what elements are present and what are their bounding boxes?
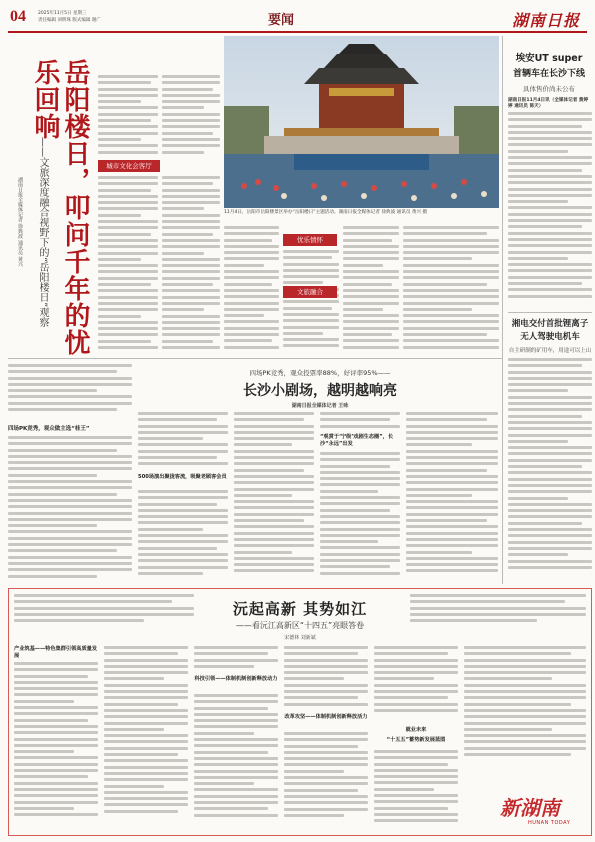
middle-body-col1: [8, 436, 132, 584]
bottom-intro-right: [410, 594, 586, 630]
middle-body-col4a: [320, 412, 400, 432]
middle-kicker: 四场PK竞秀，观众投票率88%，好评率95%——: [249, 369, 391, 377]
right-story2-rule: [508, 312, 592, 313]
page-editors: 责任编辑 刘明珠 版式编辑 谢广: [38, 18, 101, 23]
bottom-sub-1: 产业筑基——特色集群引领高质量发展: [14, 646, 98, 659]
middle-sub-1: 四场PK竞秀，观众做主选“桂王”: [8, 426, 90, 432]
right-story-deck: 具体售价尚未公布: [523, 85, 575, 93]
right-story-byline: 湖南日报11月4日讯（全媒体记者 黄婷婷 通讯员 陈天）: [508, 98, 589, 109]
right-story2-body: [508, 358, 592, 584]
bottom-body-col1: [14, 662, 98, 830]
subheading-worries-joys: 忧乐情怀: [283, 234, 337, 246]
main-body-col6: [403, 226, 499, 356]
middle-intro: [8, 364, 132, 419]
main-body-col3: [224, 226, 279, 356]
right-story-body: [508, 112, 592, 312]
main-byline: 湖南日报全媒体记者 徐典波 通讯员 黄兴: [17, 177, 23, 267]
issue-date: 2025年11月5日 星期三: [38, 11, 87, 16]
bottom-body-col4: [284, 732, 368, 830]
middle-body-col4: [320, 452, 400, 584]
bottom-body-col6: [464, 646, 586, 766]
newspaper-logo: 湖南日报: [512, 11, 581, 30]
right-story-title: 首辆车在长沙下线: [512, 69, 585, 79]
bottom-body-col5: [374, 750, 458, 830]
bottom-sub-3: 改革攻坚——体制机制创新释放活力: [284, 714, 368, 720]
bottom-subhead: ——看沅江高新区“十四五”亮眼答卷: [235, 621, 365, 630]
xinhunan-watermark-sub: HUNAN TODAY: [528, 820, 571, 826]
page-number: 04: [10, 8, 26, 25]
middle-story-rule: [8, 358, 502, 359]
bottom-body-col3: [194, 694, 278, 830]
middle-body-col3: [234, 412, 314, 584]
right-story2-title: 湘电交付首批锂离子无人驾驶电机车: [511, 319, 589, 342]
main-body-col1b: [98, 176, 158, 356]
column-divider: [502, 36, 503, 584]
bottom-intro: [14, 594, 194, 630]
bottom-sub-2: 科技引领——体制机制创新释放动力: [194, 676, 278, 682]
bottom-body-col3a: [194, 646, 278, 674]
header-rule: [8, 31, 587, 33]
main-body-col5: [343, 226, 399, 356]
middle-body-col2: [138, 412, 228, 472]
main-headline: 岳阳楼日，叩问千年的忧乐回响: [30, 59, 90, 356]
bottom-sub-5: 就业未来: [405, 727, 427, 733]
middle-byline: 湖南日报全媒体记者 王咏: [291, 403, 349, 409]
bottom-byline: 宋德林 刘新斌: [284, 635, 316, 641]
right-story2-deck: 自主研制的矿用车，用途可以上山: [508, 348, 592, 354]
middle-headline: 长沙小剧场，越明越响亮: [243, 383, 397, 399]
bottom-body-col4a: [284, 646, 368, 712]
bottom-body-col2: [104, 646, 188, 830]
yueyang-tower-illustration: [224, 36, 499, 208]
main-headline-block: [8, 37, 96, 357]
middle-sub-2: 500场演出聚拢客流，吸聚老顾客会员: [138, 474, 227, 480]
subheading-city-parlor: 城市文化会客厅: [98, 160, 160, 172]
bottom-headline: 沅起高新 其势如江: [232, 600, 368, 618]
main-photo: [224, 36, 499, 208]
bottom-sub-6: “十五五”蓄势新发展蓝图: [386, 737, 446, 743]
middle-body-col5: [406, 412, 498, 584]
main-body-col4: [283, 250, 339, 358]
main-body-col1: [98, 75, 158, 160]
photo-caption: 11月4日，岳阳市岳阳楼景区举办“岳阳楼日”主题活动。湖南日报全媒体记者 徐典波 通讯员 黄兴 摄: [224, 210, 428, 215]
right-story-title-top: 埃安UT super: [515, 53, 583, 64]
bottom-body-col5a: [374, 646, 458, 722]
middle-sub-3: “观赏于‘宁级’戏剧生态圈”，长沙“永远”出发: [320, 434, 394, 447]
section-title: 要闻: [268, 13, 295, 28]
main-subhead: ——文旅深度融合视野下的“岳阳楼日”观察: [37, 137, 48, 328]
xinhunan-watermark: 新湖南: [500, 796, 560, 820]
main-body-col2b: [162, 176, 220, 356]
subheading-culture-tourism: 文旅融合: [283, 286, 337, 298]
main-body-col2: [162, 75, 220, 160]
middle-body-col2b: [138, 490, 228, 584]
